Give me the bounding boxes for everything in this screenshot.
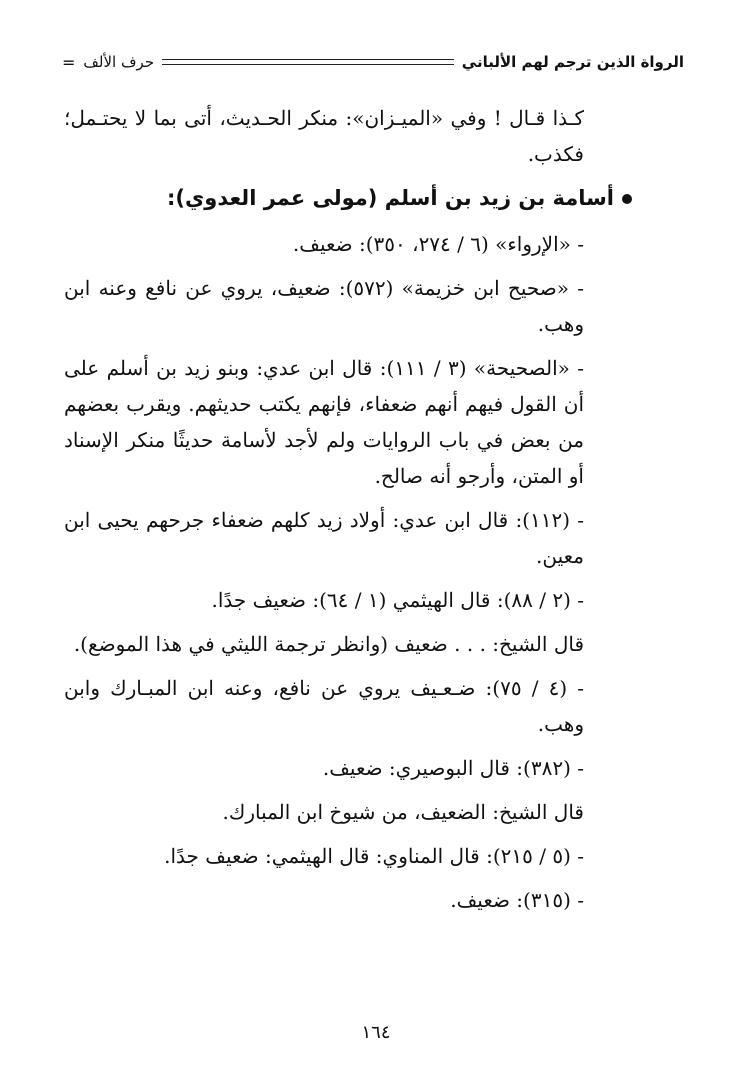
narrator-heading bbox=[64, 180, 632, 216]
paragraph-11: قال الشيخ: الضعيف، من شيوخ ابن المبارك. bbox=[222, 800, 584, 824]
paragraph-1: كـذا قـال ! وفي «الميـزان»: منكر الحـديث، أتى بما لا يحتـمل؛ فكذب. bbox=[64, 106, 584, 166]
running-header bbox=[62, 50, 684, 74]
header-rule bbox=[162, 59, 454, 65]
page-number: ١٦٤ bbox=[361, 1022, 391, 1043]
paragraph-8: قال الشيخ: . . . ضعيف (وانظر ترجمة الليثي في هذا الموضع). bbox=[73, 632, 584, 656]
paragraph-9: - (٤ / ٧٥): ضـعـيف يروي عن نافع، وعنه ابن المبـارك وابن وهب. bbox=[64, 676, 584, 736]
header-marker: = bbox=[62, 52, 76, 72]
narrator-heading-text: أسامة بن زيد بن أسلم (مولى عمر العدوي): bbox=[167, 186, 614, 210]
book-title: الرواة الذين ترجم لهم الألباني bbox=[461, 53, 684, 71]
body-text bbox=[64, 100, 632, 926]
paragraph-7: - (٢ / ٨٨): قال الهيثمي (١ / ٦٤): ضعيف جدًا. bbox=[211, 588, 584, 612]
paragraph-13: - (٣١٥): ضعيف. bbox=[450, 888, 584, 912]
paragraph-12: - (٥ / ٢١٥): قال المناوي: قال الهيثمي: ضعيف جدًا. bbox=[164, 844, 584, 868]
paragraph-6: - (١١٢): قال ابن عدي: أولاد زيد كلهم ضعفاء جرحهم يحيى ابن معين. bbox=[64, 508, 584, 568]
paragraph-3: - «الإرواء» (٦ / ٢٧٤، ٣٥٠): ضعيف. bbox=[292, 232, 584, 256]
bullet-icon bbox=[622, 194, 632, 204]
paragraph-4: - «صحيح ابن خزيمة» (٥٧٢): ضعيف، يروي عن نافع وعنه ابن وهب. bbox=[64, 276, 584, 336]
chapter-title: حرف الألف bbox=[83, 53, 155, 71]
paragraph-5: - «الصحيحة» (٣ / ١١١): قال ابن عدي: وبنو زيد بن أسلم على أن القول فيهم أنهم ضعفاء، فإنهم يكتب حديثهم. ويقرب بعضهم من بعض في باب الروايات ولم لأجد لأسامة حديثًا منكر الإسناد أو المتن، وأرجو أنه صالح. bbox=[64, 356, 584, 488]
paragraph-10: - (٣٨٢): قال البوصيري: ضعيف. bbox=[322, 756, 584, 780]
